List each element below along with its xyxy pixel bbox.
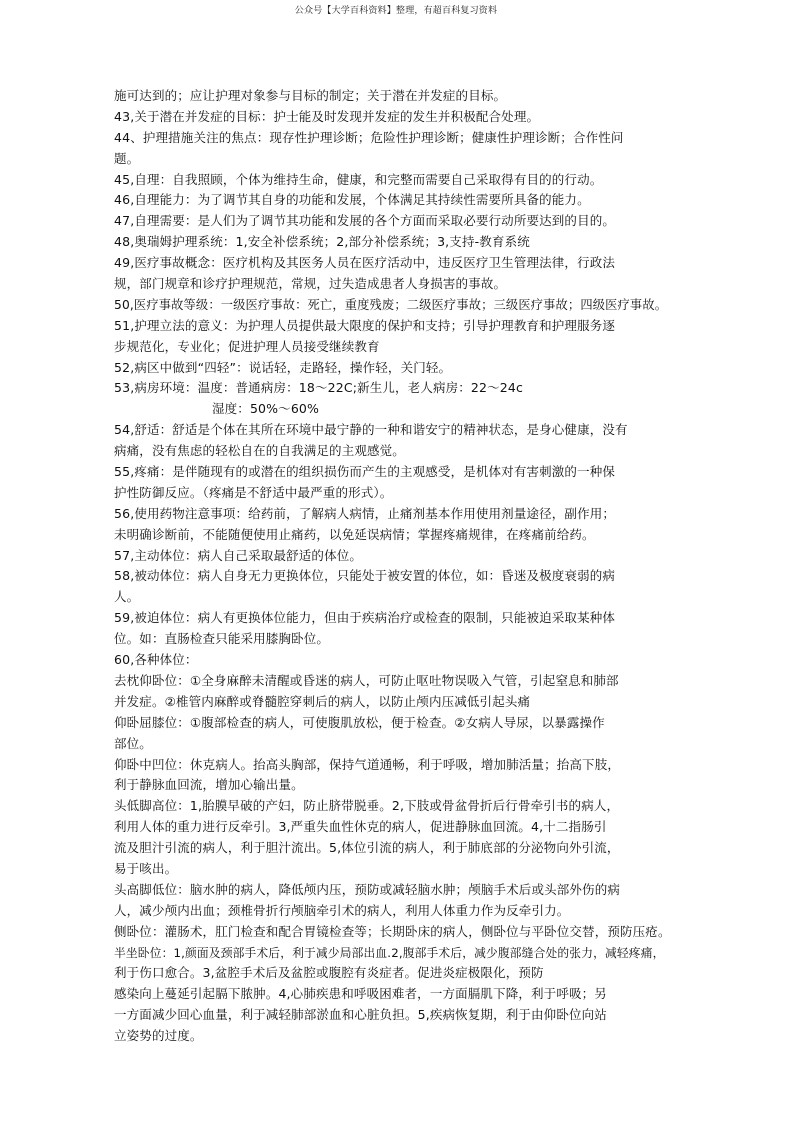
text-line: 护性防御反应。（疼痛是不舒适中最严重的形式）。 [114, 484, 393, 500]
text-line: 56,使用药物注意事项：给药前，了解病人病情，止痛剂基本作用使用剂量途径，副作用； [114, 505, 616, 521]
text-line: 50,医疗事故等级：一级医疗事故：死亡，重度残废；二级医疗事故；三级医疗事故；四级医疗事故。 [114, 297, 668, 312]
text-line: 感染向上蔓延引起膈下脓肿。4,心肺疾患和呼吸困难者，一方面膈肌下降，利于呼吸；另 [114, 986, 607, 1002]
text-line: 并发症。②椎管内麻醉或脊髓腔穿刺后的病人，以防止颅内压减低引起头痛 [114, 693, 531, 709]
text-line: 一方面减少回心血量，利于减轻肺部淤血和心脏负担。5,疾病恢复期，利于由仰卧位向站 [114, 1007, 607, 1023]
text-line: 45,自理：自我照顾，个体为维持生命，健康，和完整而需要自己采取得有目的的行动。 [114, 171, 603, 187]
text-line: 53,病房环境：温度：普通病房：18～22C;新生儿，老人病房：22～24c [114, 380, 524, 396]
text-line: 55,疼痛：是伴随现有的或潜在的组织损伤而产生的主观感受，是机体对有害刺激的一种保 [114, 464, 616, 480]
document-body [114, 86, 674, 1047]
text-line: 病痛，没有焦虑的轻松自在的自我满足的主观感觉。 [114, 443, 405, 459]
text-line: 规，部门规章和诊疗护理规范，常规，过失造成患者人身损害的事故。 [114, 276, 507, 292]
text-line: 47,自理需要：是人们为了调节其功能和发展的各个方面而采取必要行动所要达到的目的。 [114, 213, 616, 229]
text-line: 仰卧屈膝位：①腹部检查的病人，可使腹肌放松，便于检查。②女病人导尿，以暴露操作 [114, 714, 605, 730]
text-line: 人。 [114, 589, 140, 605]
text-line: 部位。 [114, 735, 152, 751]
text-line: 46,自理能力：为了调节其自身的功能和发展，个体满足其持续性需要所具备的能力。 [114, 192, 590, 208]
text-line: 头高脚低位：脑水肿的病人，降低颅内压，预防或减轻脑水肿；颅脑手术后或头部外伤的病 [114, 881, 621, 897]
text-line: 48,奥瑞姆护理系统：1,安全补偿系统；2,部分补偿系统；3,支持-教育系统 [114, 234, 530, 250]
text-line: 44、护理措施关注的焦点：现存性护理诊断；危险性护理诊断；健康性护理诊断；合作性问 [114, 129, 624, 145]
text-line: 43,关于潜在并发症的目标：护士能及时发现并发症的发生并积极配合处理。 [114, 108, 540, 124]
text-line: 57,主动体位：病人自己采取最舒适的体位。 [114, 547, 363, 563]
text-line: 流及胆汁引流的病人，利于胆汁流出。5,体位引流的病人，利于肺底部的分泌物向外引流， [114, 840, 620, 856]
text-line: 湿度：50%～60% [212, 401, 320, 417]
text-line: 未明确诊断前，不能随便使用止痛药，以免延误病情；掌握疼痛规律，在疼痛前给药。 [114, 526, 595, 542]
text-line: 54,舒适：舒适是个体在其所在环境中最宁静的一种和谐安宁的精神状态，是身心健康，没有 [114, 422, 628, 438]
text-line: 侧卧位：灌肠术，肛门检查和配合胃镜检查等；长期卧床的病人，侧卧位与平卧位交替，预防压疮。 [114, 923, 671, 939]
text-line: 步规范化，专业化；促进护理人员接受继续教育 [114, 338, 380, 354]
text-line: 51,护理立法的意义：为护理人员提供最大限度的保护和支持；引导护理教育和护理服务逐 [114, 317, 616, 333]
page-header: 公众号【大学百科资料】整理，有超百科复习资料 [294, 6, 498, 16]
text-line: 易于咳出。 [114, 860, 178, 876]
text-line: 人，减少颅内出血；颈椎骨折行颅脑牵引术的病人，利用人体重力作为反牵引力。 [114, 902, 570, 918]
text-line: 头低脚高位：1,胎膜早破的产妇，防止脐带脱垂。2,下肢或骨盆骨折后行骨牵引书的病人， [114, 798, 620, 814]
text-line: 仰卧中凹位：休克病人。抬高头胸部，保持气道通畅，利于呼吸，增加肺活量；抬高下肢， [114, 756, 621, 772]
text-line: 题。 [114, 150, 140, 166]
text-line: 60,各种体位： [114, 652, 198, 668]
text-line: 去枕仰卧位：①全身麻醉未清醒或昏迷的病人，可防止呕吐物误吸入气管，引起窒息和肺部 [114, 672, 619, 688]
text-line: 立姿势的过度。 [114, 1028, 203, 1044]
text-line: 利于静脉血回流，增加心输出量。 [114, 777, 304, 793]
text-line: 施可达到的；应让护理对象参与目标的制定；关于潜在并发症的目标。 [114, 88, 507, 103]
text-line: 利于伤口愈合。3,盆腔手术后及盆腔或腹腔有炎症者。促进炎症极限化，预防 [114, 965, 544, 981]
text-line: 位。如：直肠检查只能采用膝胸卧位。 [114, 631, 330, 647]
text-line: 利用人体的重力进行反牵引。3,严重失血性休克的病人，促进静脉血回流。4,十二指肠引 [114, 819, 607, 835]
text-line: 49,医疗事故概念：医疗机构及其医务人员在医疗活动中，违反医疗卫生管理法律，行政法 [114, 255, 616, 271]
text-line: 52,病区中做到“四轻”：说话轻，走路轻，操作轻，关门轻。 [114, 359, 452, 375]
text-line: 58,被动体位：病人自身无力更换体位，只能处于被安置的体位，如：昏迷及极度衰弱的病 [114, 568, 616, 584]
text-line: 59,被迫体位：病人有更换体位能力，但由于疾病治疗或检查的限制，只能被迫采取某种体 [114, 610, 616, 626]
text-line: 半坐卧位：1,颜面及颈部手术后，利于减少局部出血.2,腹部手术后，减少腹部缝合处的张力，减轻疼痛， [114, 945, 665, 960]
